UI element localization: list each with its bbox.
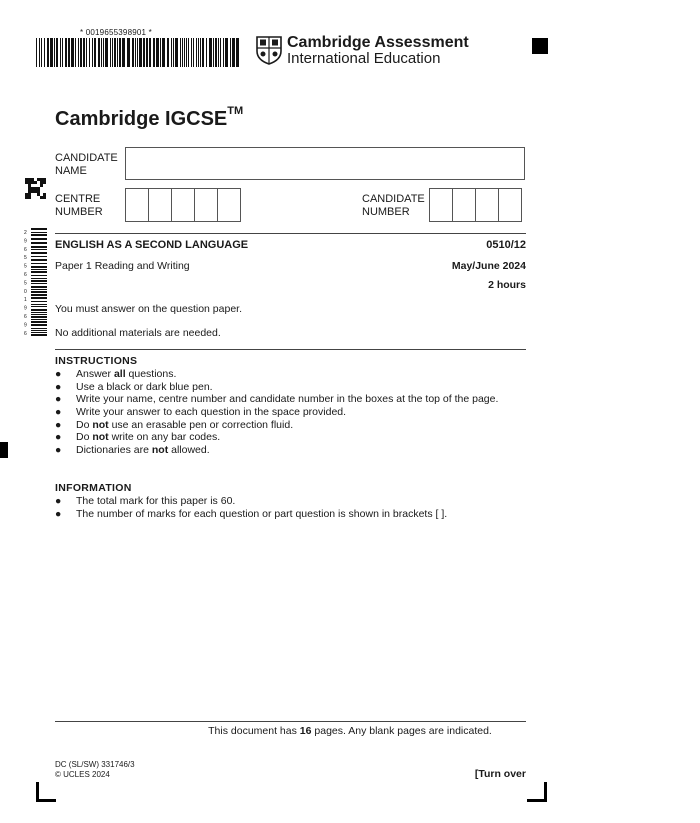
svg-text:0: 0	[24, 288, 27, 295]
centre-number-label: CENTRE NUMBER	[55, 193, 103, 218]
side-registration-mark	[0, 442, 8, 458]
centre-digit-box[interactable]	[194, 188, 218, 222]
candidate-digit-box[interactable]	[498, 188, 522, 222]
candidate-name-label: CANDIDATE NAME	[55, 152, 118, 177]
instructions-list	[55, 368, 498, 457]
page-title: Cambridge IGCSE™	[55, 105, 244, 130]
list-item: ● Do not use an erasable pen or correction fluid.	[55, 418, 294, 431]
list-item: ● Use a black or dark blue pen.	[55, 380, 213, 393]
information-heading: INFORMATION	[55, 482, 132, 494]
list-item: ● The number of marks for each question or part question is shown in brackets [ ].	[55, 507, 448, 520]
reference-code: DC (SL/SW) 331746/3	[55, 760, 135, 769]
barcode-number: * 0019655398901 *	[80, 28, 152, 37]
copyright: © UCLES 2024	[55, 770, 110, 779]
candidate-number-field[interactable]	[430, 188, 522, 222]
bullet-icon: ●	[55, 393, 62, 406]
centre-digit-box[interactable]	[125, 188, 149, 222]
divider	[55, 233, 526, 234]
instructions-heading: INSTRUCTIONS	[55, 355, 138, 367]
bullet-icon: ●	[55, 380, 62, 393]
materials-note: No additional materials are needed.	[55, 327, 221, 339]
svg-text:6: 6	[24, 330, 27, 337]
list-item: ● Answer all questions.	[55, 368, 177, 380]
centre-digit-box[interactable]	[148, 188, 172, 222]
svg-text:9: 9	[24, 322, 27, 329]
list-item: ● The total mark for this paper is 60.	[55, 495, 236, 507]
qr-code-icon	[25, 178, 46, 199]
syllabus-code: 0510/12	[486, 239, 526, 251]
svg-text:6: 6	[24, 272, 27, 278]
turn-over-label: [Turn over	[474, 768, 526, 780]
crop-mark	[527, 782, 547, 802]
trademark-mark: TM	[227, 105, 244, 118]
svg-text:9: 9	[24, 305, 27, 312]
centre-digit-box[interactable]	[171, 188, 195, 222]
barcode-image	[36, 38, 242, 67]
candidate-number-label: CANDIDATE NUMBER	[362, 193, 425, 218]
svg-text:5: 5	[24, 280, 27, 287]
information-list	[55, 495, 447, 520]
svg-text:5: 5	[24, 263, 27, 270]
paper-name: Paper 1 Reading and Writing	[55, 260, 190, 272]
subject-title: ENGLISH AS A SECOND LANGUAGE	[55, 239, 249, 251]
list-item: ● Do not write on any bar codes.	[55, 431, 221, 444]
bullet-icon: ●	[55, 431, 62, 444]
shield-crest-icon	[255, 35, 283, 65]
page-count: 16	[299, 725, 312, 737]
list-item: ● Dictionaries are not allowed.	[55, 444, 210, 457]
candidate-name-field[interactable]	[125, 147, 525, 180]
bullet-icon: ●	[55, 418, 62, 431]
vertical-barcode	[23, 228, 47, 340]
svg-text:9: 9	[24, 238, 27, 245]
answer-note: You must answer on the question paper.	[55, 303, 242, 315]
bullet-icon: ●	[55, 444, 62, 457]
document-reference	[55, 760, 135, 780]
candidate-digit-box[interactable]	[452, 188, 476, 222]
exam-duration: 2 hours	[488, 279, 526, 291]
centre-digit-box[interactable]	[217, 188, 241, 222]
svg-text:2: 2	[24, 230, 27, 236]
bullet-icon: ●	[55, 406, 62, 419]
bullet-icon: ●	[55, 368, 62, 380]
logo-subtitle: International Education	[287, 50, 441, 67]
svg-text:6: 6	[24, 314, 27, 320]
svg-text:5: 5	[24, 255, 27, 262]
cambridge-logo	[255, 34, 469, 67]
centre-number-field[interactable]	[126, 188, 241, 222]
logo-title: Cambridge Assessment	[287, 34, 469, 51]
list-item: ● Write your name, centre number and candidate number in the boxes at the top of the page.	[55, 393, 499, 406]
registration-mark	[532, 38, 548, 54]
candidate-digit-box[interactable]	[475, 188, 499, 222]
candidate-digit-box[interactable]	[429, 188, 453, 222]
list-item: ● Write your answer to each question in the space provided.	[55, 406, 347, 419]
crop-mark	[36, 782, 56, 802]
divider	[55, 721, 526, 722]
exam-session: May/June 2024	[451, 260, 526, 272]
svg-text:1: 1	[24, 297, 27, 304]
svg-text:6: 6	[24, 246, 27, 253]
divider	[55, 349, 526, 350]
bullet-icon: ●	[55, 495, 62, 507]
bullet-icon: ●	[55, 507, 62, 520]
page-count-note: This document has 16 pages. Any blank pages are indicated.	[208, 725, 492, 737]
